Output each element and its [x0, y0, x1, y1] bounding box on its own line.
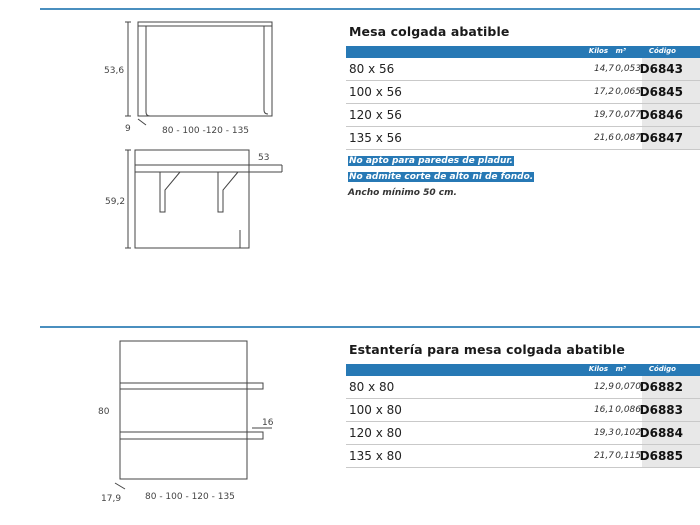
- row-kilos: 17,2: [593, 87, 614, 97]
- row-code: D6845: [639, 85, 683, 99]
- row-code: D6843: [639, 62, 683, 76]
- row-code: D6883: [639, 403, 683, 417]
- dim-depth-open: 53: [258, 153, 270, 163]
- row-code: D6882: [639, 380, 683, 394]
- header-m3: m³: [615, 47, 626, 55]
- table-row: [346, 127, 700, 150]
- row-size: 120 x 80: [349, 426, 402, 440]
- row-kilos: 12,9: [593, 382, 614, 392]
- row-m3: 0,053: [615, 64, 641, 74]
- shelf-unit-drawing: [115, 341, 272, 489]
- note-pladur: No apto para paredes de pladur.: [349, 156, 513, 166]
- dim-widths-1: 80 - 100 -120 - 135: [162, 126, 250, 136]
- table-row: [346, 58, 700, 81]
- row-size: 100 x 56: [349, 85, 402, 99]
- row-size: 135 x 80: [349, 449, 402, 463]
- dim-depth-shelf: 17,9: [101, 494, 122, 504]
- row-m3: 0,070: [615, 382, 641, 392]
- row-code-cell: [639, 58, 700, 80]
- note-ancho-minimo: Ancho mínimo 50 cm.: [348, 188, 457, 198]
- dim-widths-2: 80 - 100 - 120 - 135: [145, 492, 235, 502]
- row-code-cell: [639, 399, 700, 421]
- row-code-cell: [639, 81, 700, 103]
- open-table-drawing: [125, 150, 282, 248]
- row-size: 135 x 56: [349, 131, 402, 145]
- row-kilos: 21,7: [593, 451, 614, 461]
- row-m3: 0,077: [615, 110, 641, 120]
- section1-table-header: [346, 46, 700, 58]
- closed-table-drawing: [125, 22, 272, 125]
- row-kilos: 21,6: [593, 133, 614, 143]
- row-kilos: 14,7: [593, 64, 614, 74]
- table-row: [346, 376, 700, 399]
- row-code-cell: [639, 422, 700, 444]
- row-m3: 0,115: [615, 451, 641, 461]
- section2-title: Estantería para mesa colgada abatible: [349, 342, 625, 357]
- row-size: 120 x 56: [349, 108, 402, 122]
- row-code: D6846: [639, 108, 683, 122]
- header-codigo: Código: [648, 47, 676, 55]
- table-row: [346, 399, 700, 422]
- row-code: D6847: [639, 131, 683, 145]
- row-code: D6885: [639, 449, 683, 463]
- row-m3: 0,086: [615, 405, 641, 415]
- row-m3: 0,065: [615, 87, 641, 97]
- row-code: D6884: [639, 426, 683, 440]
- table-row: [346, 422, 700, 445]
- row-code-cell: [639, 445, 700, 467]
- dim-height-open: 59,2: [105, 197, 126, 207]
- row-code-cell: [639, 104, 700, 126]
- section1-title: Mesa colgada abatible: [349, 24, 510, 39]
- header-m3: m³: [615, 365, 626, 373]
- row-kilos: 19,3: [593, 428, 614, 438]
- dim-height-closed: 53,6: [104, 66, 125, 76]
- header-kilos: Kilos: [588, 47, 608, 55]
- row-size: 100 x 80: [349, 403, 402, 417]
- header-codigo: Código: [648, 365, 676, 373]
- dim-depth-closed: 9: [125, 124, 131, 134]
- table-row: [346, 445, 700, 468]
- section2-table-header: [346, 364, 700, 376]
- row-m3: 0,087: [615, 133, 641, 143]
- row-kilos: 16,1: [593, 405, 614, 415]
- row-size: 80 x 56: [349, 62, 395, 76]
- header-kilos: Kilos: [588, 365, 608, 373]
- dim-height-shelf: 80: [98, 407, 110, 417]
- dim-shelf-depth: 16: [262, 418, 274, 428]
- row-m3: 0,102: [615, 428, 641, 438]
- row-size: 80 x 80: [349, 380, 395, 394]
- note-corte: No admite corte de alto ni de fondo.: [349, 172, 534, 182]
- row-code-cell: [639, 127, 700, 149]
- row-code-cell: [639, 376, 700, 398]
- row-kilos: 19,7: [593, 110, 614, 120]
- table-row: [346, 104, 700, 127]
- table-row: [346, 81, 700, 104]
